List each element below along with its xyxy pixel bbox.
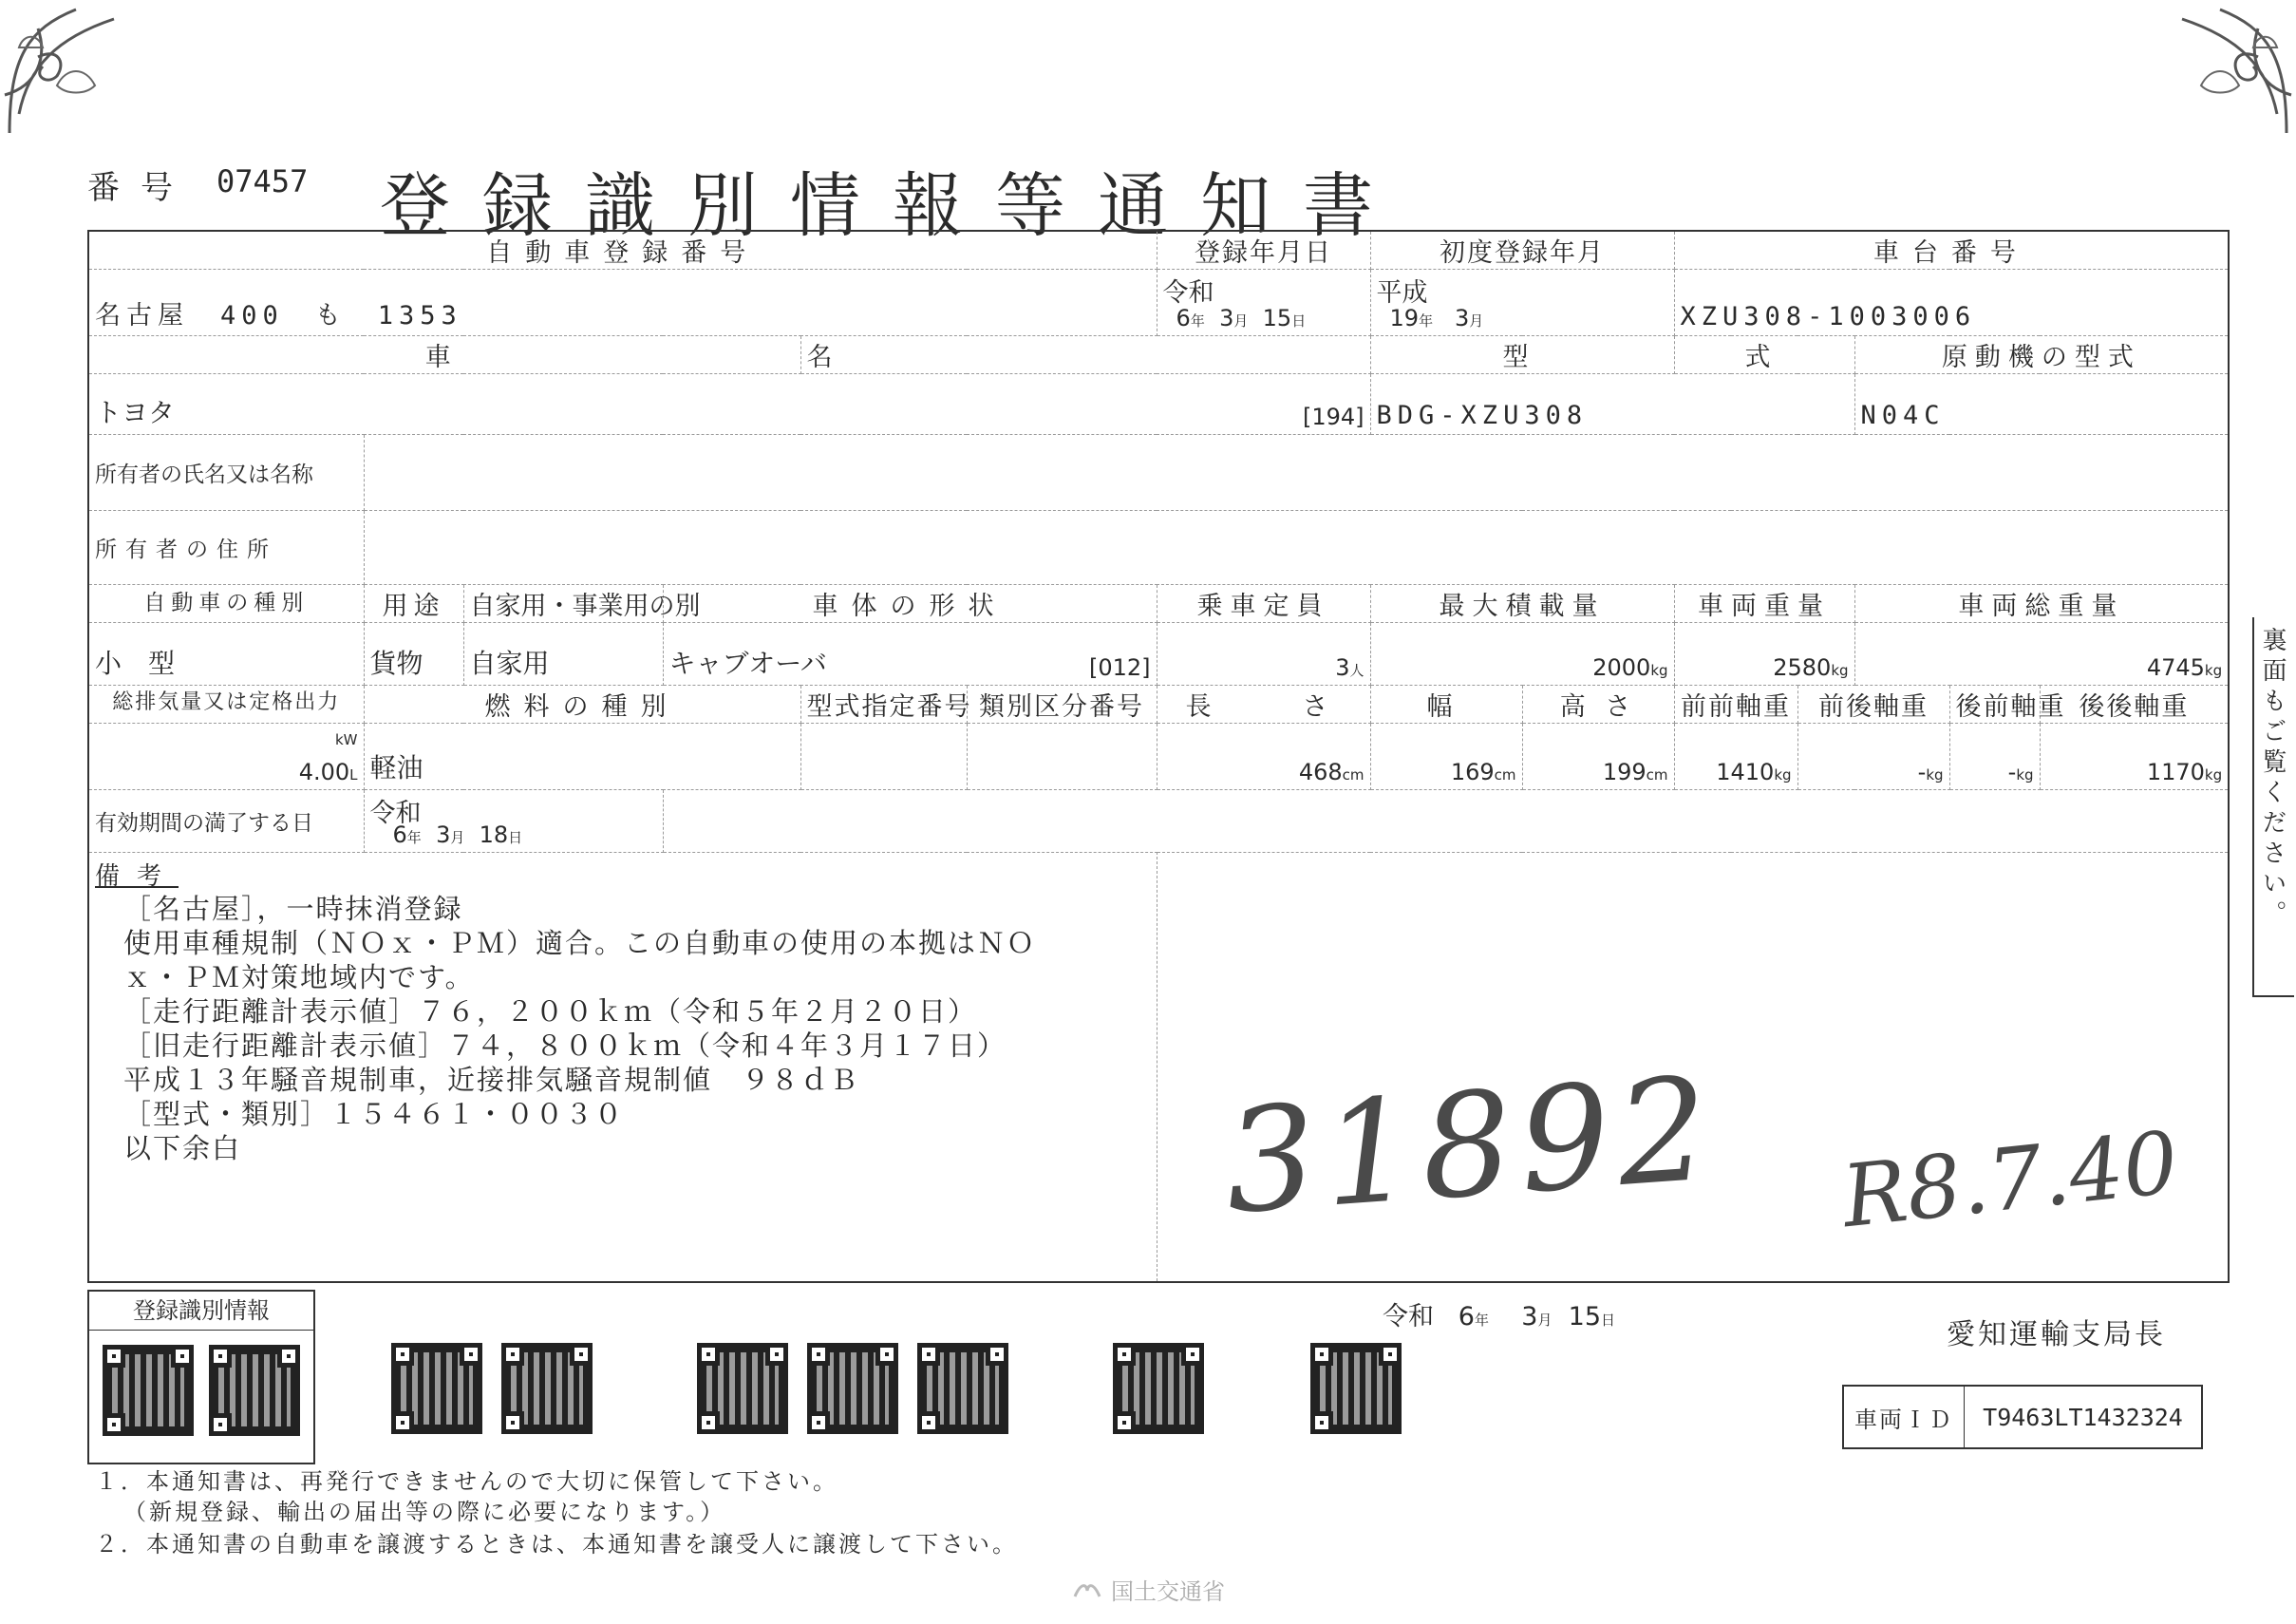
engine-model-cell (1854, 374, 2229, 435)
label-vehicle-type: 自動車の種別 (88, 585, 364, 623)
document-title: 登録識別情報等通知書 (380, 165, 1405, 247)
car-name-code: [194] (1302, 404, 1364, 430)
vehicle-type-cell (88, 623, 364, 686)
use-cell (364, 623, 463, 686)
handwritten-number: 31892 (1219, 1047, 1722, 1246)
label-registration-date: 登録年月日 (1157, 231, 1370, 270)
registration-date-era: 令和 (1162, 278, 1214, 308)
first-registration-era: 平成 (1376, 278, 1428, 308)
label-fuel-type: 燃料の種別 (364, 686, 800, 724)
reverse-side-note: 裏面もご覧ください。 (2252, 617, 2294, 997)
remarks-line: ［型式・類別］１５４６１・００３０ (123, 1098, 625, 1130)
height-value: 199cm (1602, 759, 1668, 785)
displacement-value: 4.00L (298, 759, 358, 785)
rf-axle-value: -kg (2007, 759, 2034, 785)
issue-date: 令和 6年 3月 15日 (1383, 1302, 1616, 1331)
qr-code-icon (807, 1343, 898, 1434)
width-value: 169cm (1450, 759, 1516, 785)
private-business-value: 自家用 (469, 648, 550, 679)
label-owner-name: 所有者の氏名又は名称 (88, 435, 364, 511)
ff-axle-value: 1410kg (1716, 759, 1792, 785)
expiry-era: 令和 (369, 799, 422, 828)
registration-info-label: 登録識別情報 (89, 1292, 313, 1331)
qr-code-icon (1310, 1343, 1402, 1434)
label-expiry: 有効期間の満了する日 (88, 790, 364, 853)
vehicle-type-value: 小 型 (95, 648, 176, 679)
ff-axle-cell (1674, 724, 1797, 790)
corner-ornament-top-right (2154, 0, 2296, 142)
label-vehicle-weight: 車両重量 (1674, 585, 1854, 623)
car-name-cell (88, 374, 1370, 435)
owner-address-value (364, 511, 2229, 585)
registration-date-cell (1157, 270, 1370, 336)
label-ff-axle: 前前軸重 (1674, 686, 1797, 724)
rf-axle-cell (1949, 724, 2040, 790)
document-number-label: 番号 (87, 169, 194, 207)
document-number-value: 07457 (216, 163, 309, 199)
qr-code-icon (103, 1345, 194, 1436)
vehicle-id-label: 車両ＩＤ (1844, 1387, 1965, 1447)
ministry-logo-icon (1073, 1577, 1101, 1602)
qr-code-icon (697, 1343, 788, 1434)
remarks-line: ｘ・ＰＭ対策地域内です。 (123, 961, 475, 993)
rr-axle-cell (2040, 724, 2229, 790)
body-shape-code: [012] (1088, 654, 1151, 681)
ministry-mark-text: 国土交通省 (1111, 1578, 1225, 1605)
handwritten-note: R8.7.40 (1837, 1112, 2183, 1248)
registration-date-value: 6年 3月 15日 (1176, 305, 1307, 331)
category-number-value (967, 724, 1157, 790)
car-name-value: トヨタ (95, 397, 176, 428)
remarks-line: ［旧走行距離計表示値］７４，８００ｋｍ（令和４年３月１７日） (123, 1029, 1007, 1062)
private-business-cell (463, 623, 663, 686)
capacity-value: 3人 (1335, 654, 1364, 681)
corner-ornament-top-left (0, 0, 142, 142)
label-registration-number: 自動車登録番号 (88, 231, 1157, 270)
label-owner-address: 所有者の住所 (88, 511, 364, 585)
max-load-cell (1370, 623, 1674, 686)
label-engine-model: 原動機の型式 (1854, 336, 2229, 374)
qr-code-icon (1113, 1343, 1204, 1434)
gross-weight-cell (1854, 623, 2229, 686)
label-fr-axle: 前後軸重 (1797, 686, 1949, 724)
label-height: 高 さ (1522, 686, 1674, 724)
displacement-cell (88, 724, 364, 790)
type-designation-value (800, 724, 967, 790)
label-private-business: 自家用・事業用の別 (463, 585, 663, 623)
length-value: 468cm (1298, 759, 1364, 785)
length-cell (1157, 724, 1370, 790)
capacity-cell (1157, 623, 1370, 686)
label-first-registration: 初度登録年月 (1370, 231, 1674, 270)
width-cell (1370, 724, 1522, 790)
vehicle-id-value: T9463LT1432324 (1983, 1403, 2183, 1431)
registration-number-value: 名古屋 400 も 1353 (95, 301, 462, 330)
label-category-number: 類別区分番号 (967, 686, 1157, 724)
label-capacity: 乗車定員 (1157, 585, 1370, 623)
vehicle-id-box (1842, 1385, 2203, 1449)
footer-note-2: ２．本通知書の自動車を譲渡するときは、本通知書を譲受人に譲渡して下さい。 (95, 1531, 1018, 1558)
rr-axle-value: 1170kg (2146, 759, 2223, 785)
fr-axle-cell (1797, 724, 1949, 790)
label-chassis-number: 車台番号 (1674, 231, 2229, 270)
max-load-value: 2000kg (1592, 654, 1668, 681)
expiry-value: 6年 3月 18日 (392, 821, 523, 848)
gross-weight-value: 4745kg (2146, 654, 2223, 681)
label-body-shape: 車体の形状 (663, 585, 1157, 623)
model-cell (1370, 374, 1854, 435)
first-registration-value: 19年 3月 (1389, 305, 1484, 331)
label-car-name-1: 車 (88, 336, 800, 374)
label-length: 長 さ (1157, 686, 1370, 724)
footer-note-1: １．本通知書は、再発行できませんので大切に保管して下さい。 (95, 1468, 838, 1495)
fr-axle-value: -kg (1917, 759, 1944, 785)
chassis-number-value: XZU308-1003006 (1680, 302, 1977, 331)
qr-code-icon (391, 1343, 482, 1434)
label-model-1: 型 (1370, 336, 1674, 374)
fuel-type-value: 軽油 (369, 752, 423, 784)
remarks-line: 平成１３年騒音規制車，近接排気騒音規制値 ９８ｄＢ (123, 1064, 860, 1096)
vehicle-weight-value: 2580kg (1773, 654, 1849, 681)
expiry-cell (364, 790, 663, 853)
label-type-designation: 型式指定番号 (800, 686, 967, 724)
ministry-mark (1073, 1573, 1225, 1606)
remarks-line: 使用車種規制（ＮＯｘ・ＰＭ）適合。この自動車の使用の本拠はＮＯ (123, 927, 1037, 959)
body-shape-value: キャブオーバ (668, 648, 827, 679)
registration-table (87, 230, 2230, 1283)
registration-info-box (87, 1290, 315, 1464)
model-value: BDG-XZU308 (1376, 401, 1589, 430)
body-shape-cell (663, 623, 1157, 686)
registration-number-cell (88, 270, 1157, 336)
footer-note-1-sub: （新規登録、輸出の届出等の際に必要になります。） (123, 1499, 726, 1525)
owner-name-value (364, 435, 2229, 511)
label-width: 幅 (1370, 686, 1522, 724)
qr-code-icon (209, 1345, 300, 1436)
remarks-line: ［走行距離計表示値］７６，２００ｋｍ（令和５年２月２０日） (123, 995, 978, 1028)
engine-model-value: N04C (1860, 401, 1946, 430)
qr-code-icon (501, 1343, 593, 1434)
label-model-2: 式 (1674, 336, 1854, 374)
first-registration-cell (1370, 270, 1674, 336)
label-rr-axle: 後後軸重 (2040, 686, 2229, 724)
chassis-number-cell (1674, 270, 2229, 336)
qr-code-icon (917, 1343, 1008, 1434)
displacement-unit-kw: kW (334, 731, 358, 748)
label-car-name-2: 名 (800, 336, 1370, 374)
fuel-type-cell (364, 724, 800, 790)
label-max-load: 最大積載量 (1370, 585, 1674, 623)
use-value: 貨物 (369, 648, 423, 679)
label-gross-weight: 車両総重量 (1854, 585, 2229, 623)
height-cell (1522, 724, 1674, 790)
vehicle-weight-cell (1674, 623, 1854, 686)
label-remarks: 備考 (95, 862, 179, 891)
remarks-line: 以下余白 (123, 1132, 242, 1164)
label-rf-axle: 後前軸重 (1949, 686, 2040, 724)
label-use: 用途 (364, 585, 463, 623)
remarks-line: ［名古屋］，一時抹消登録 (123, 893, 463, 925)
issuer-name: 愛知運輸支局長 (1947, 1318, 2166, 1351)
remarks-cell (88, 853, 1157, 1282)
label-displacement: 総排気量又は定格出力 (88, 686, 364, 724)
